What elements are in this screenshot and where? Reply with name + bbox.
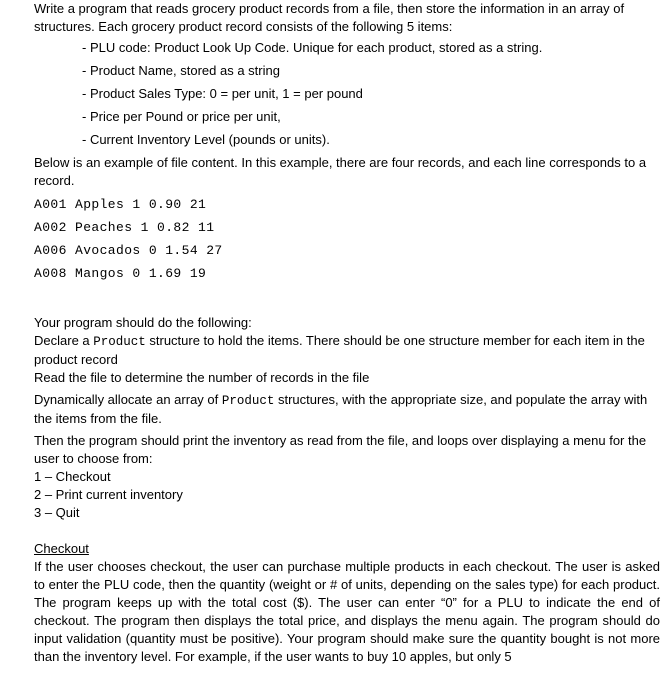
requirement-allocate: Dynamically allocate an array of Product structures, with the appropriate size, and populate the array with the items from the file. xyxy=(34,392,648,426)
menu-option: 3 – Quit xyxy=(34,505,80,520)
list-item: - Current Inventory Level (pounds or units). xyxy=(82,132,330,147)
intro-paragraph: Write a program that reads grocery product records from a file, then store the information in an array of structures. Each grocery product record consists of the following 5 items: xyxy=(34,1,625,34)
requirement-menu: Then the program should print the inventory as read from the file, and loops over displaying a menu for the user to choose from: xyxy=(34,433,647,466)
record-items-list xyxy=(34,39,660,149)
menu-options xyxy=(34,468,660,522)
example-intro: Below is an example of file content. In this example, there are four records, and each line corresponds to a record. xyxy=(34,155,647,188)
list-item: - Product Name, stored as a string xyxy=(82,63,280,78)
record-line: A008 Mangos 0 1.69 19 xyxy=(34,266,207,281)
file-example xyxy=(34,196,660,283)
code-product: Product xyxy=(93,335,146,349)
requirement-read-file: Read the file to determine the number of records in the file xyxy=(34,370,370,385)
checkout-paragraph: If the user chooses checkout, the user can purchase multiple products in each checkout. The user is asked to enter the PLU code, then the quantity (weight or # of units, depending on the sales type) for each product. The program keeps up with the total cost ($). The user can enter “0” for a PLU to indicate the end of checkout. The program then displays the total price, and displays the menu again. The program should do input validation (quantity must be positive). Your program should make sure the quantity bought is not more than the inventory level. For example, if the user wants to buy 10 apples, but only 5 xyxy=(34,559,660,664)
record-line: A001 Apples 1 0.90 21 xyxy=(34,197,207,212)
requirement-structure: Declare a Product structure to hold the items. There should be one structure member for each item in the product record xyxy=(34,333,645,367)
list-item: - Product Sales Type: 0 = per unit, 1 = per pound xyxy=(82,86,363,101)
list-item: - Price per Pound or price per unit, xyxy=(82,109,281,124)
checkout-heading: Checkout xyxy=(34,541,89,556)
code-product: Product xyxy=(221,394,275,408)
requirements-heading: Your program should do the following: xyxy=(34,315,252,330)
record-line: A002 Peaches 1 0.82 11 xyxy=(34,220,215,235)
record-line: A006 Avocados 0 1.54 27 xyxy=(34,243,223,258)
menu-option: 1 – Checkout xyxy=(34,469,111,484)
list-item: - PLU code: Product Look Up Code. Unique for each product, stored as a string. xyxy=(82,40,543,55)
menu-option: 2 – Print current inventory xyxy=(34,487,183,502)
